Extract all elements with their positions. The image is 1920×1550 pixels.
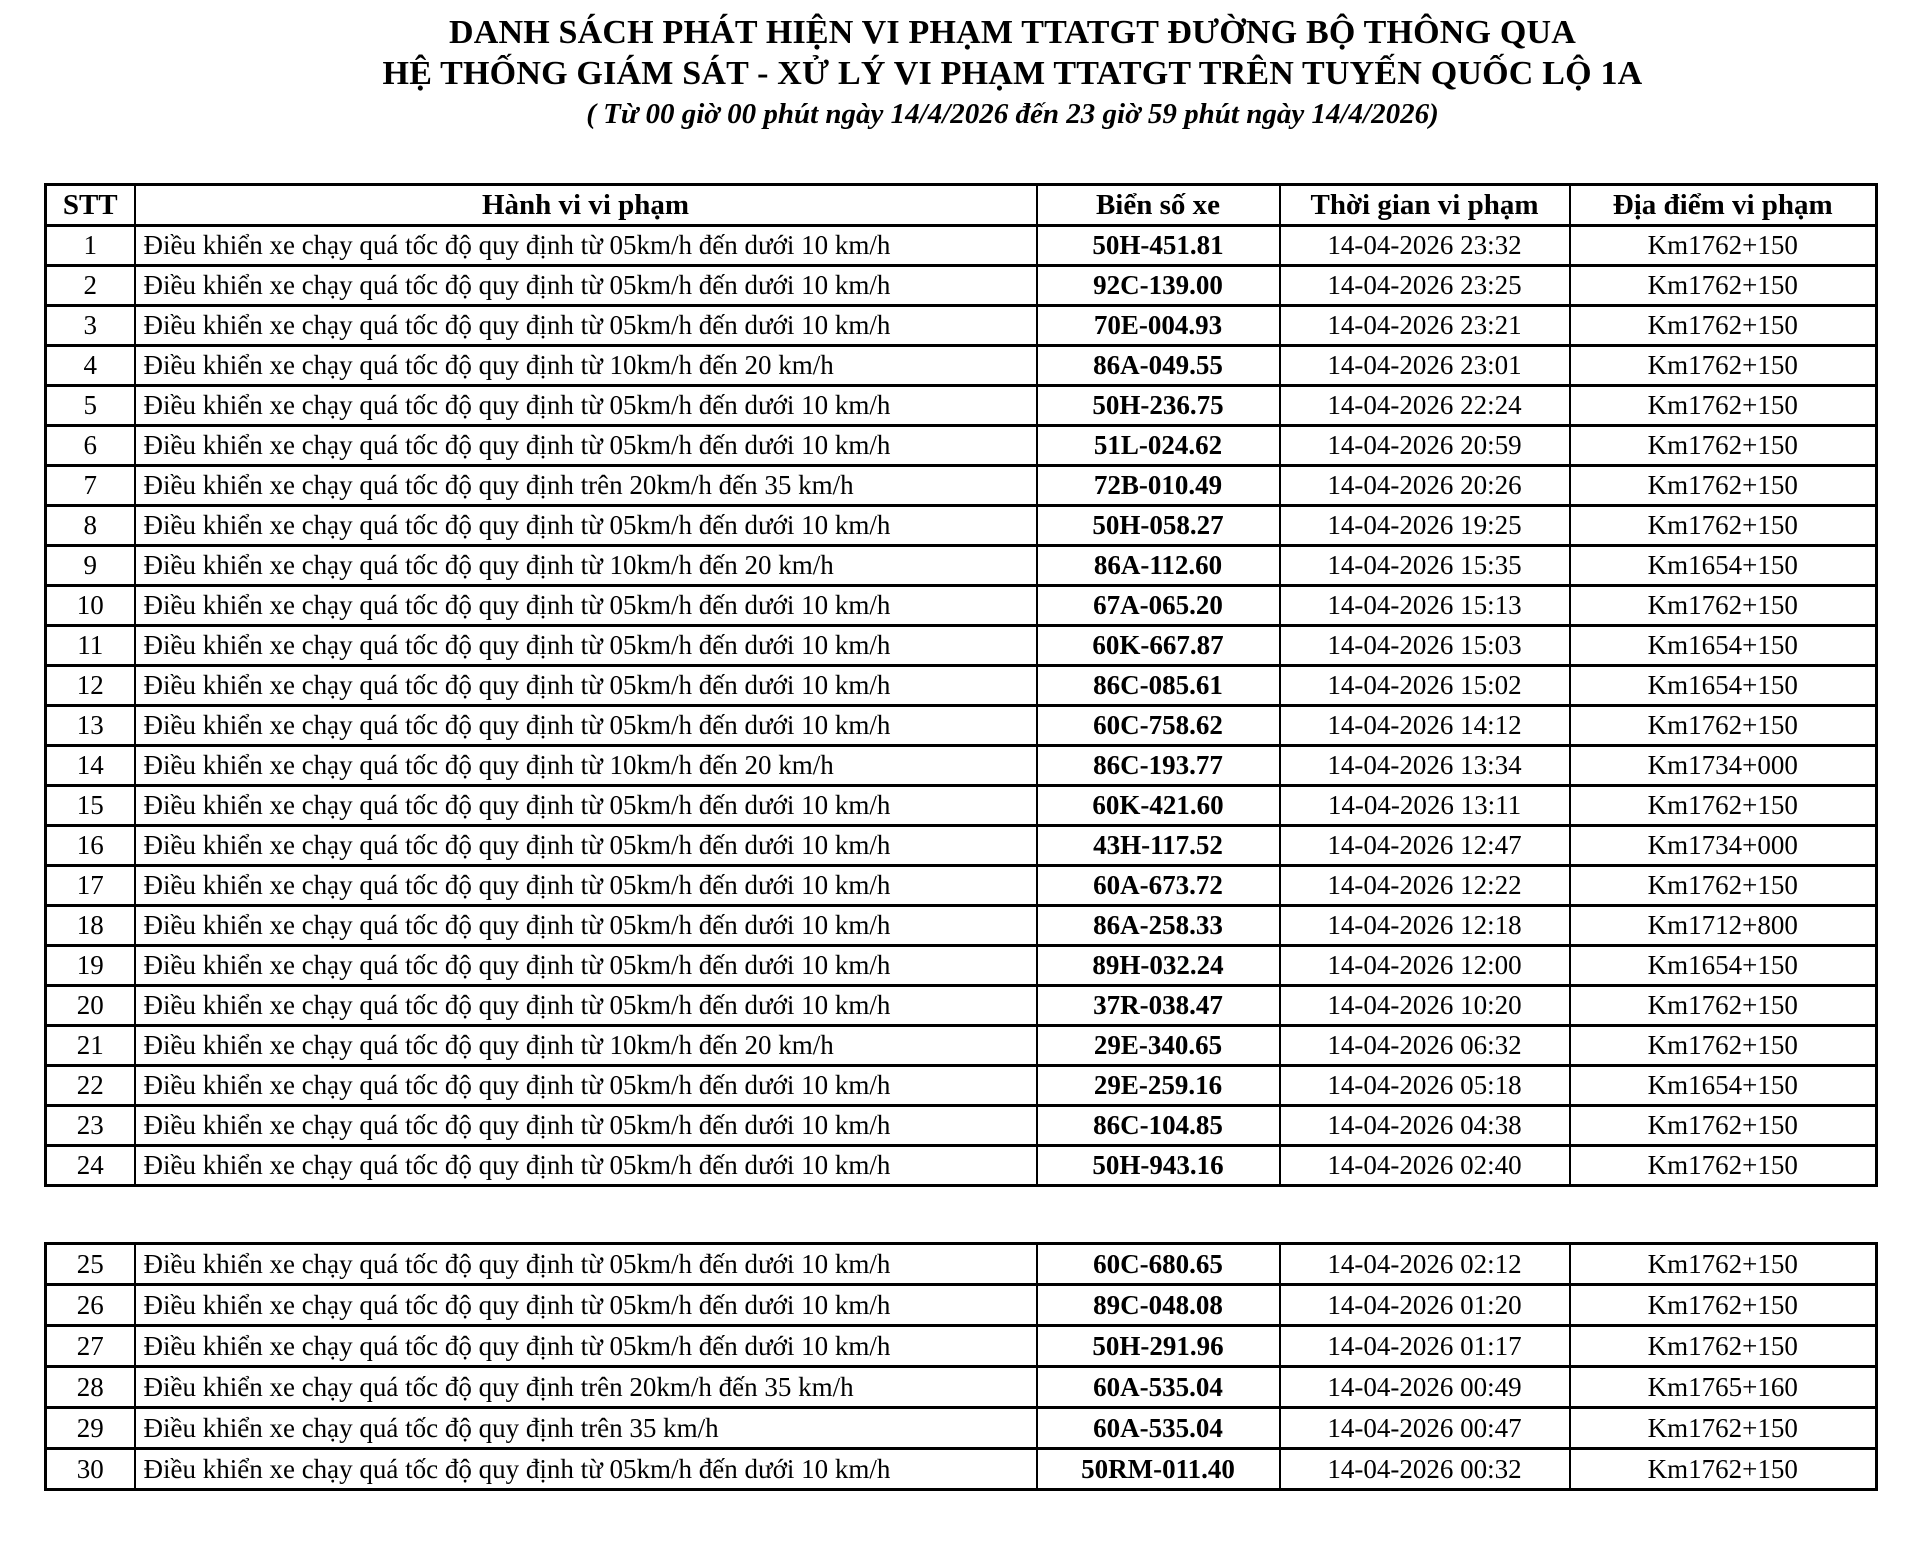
row-number: 5 bbox=[46, 386, 135, 426]
violation-text: Điều khiển xe chạy quá tốc độ quy định từ 05km/h đến dưới 10 km/h bbox=[135, 906, 1037, 946]
row-number: 14 bbox=[46, 746, 135, 786]
table-row bbox=[46, 546, 1877, 586]
violation-text: Điều khiển xe chạy quá tốc độ quy định từ 05km/h đến dưới 10 km/h bbox=[135, 1244, 1037, 1285]
header-time: Thời gian vi phạm bbox=[1280, 185, 1570, 226]
license-plate: 50H-058.27 bbox=[1037, 506, 1280, 546]
license-plate: 89H-032.24 bbox=[1037, 946, 1280, 986]
license-plate: 60A-673.72 bbox=[1037, 866, 1280, 906]
violation-text: Điều khiển xe chạy quá tốc độ quy định từ 10km/h đến 20 km/h bbox=[135, 546, 1037, 586]
violation-time: 14-04-2026 15:02 bbox=[1280, 666, 1570, 706]
violation-location: Km1762+150 bbox=[1570, 1244, 1877, 1285]
table-row bbox=[46, 1026, 1877, 1066]
row-number: 2 bbox=[46, 266, 135, 306]
violation-text: Điều khiển xe chạy quá tốc độ quy định từ 05km/h đến dưới 10 km/h bbox=[135, 666, 1037, 706]
violation-time: 14-04-2026 06:32 bbox=[1280, 1026, 1570, 1066]
table-row bbox=[46, 1146, 1877, 1186]
row-number: 7 bbox=[46, 466, 135, 506]
violation-text: Điều khiển xe chạy quá tốc độ quy định từ 05km/h đến dưới 10 km/h bbox=[135, 826, 1037, 866]
violation-location: Km1762+150 bbox=[1570, 706, 1877, 746]
license-plate: 60A-535.04 bbox=[1037, 1367, 1280, 1408]
row-number: 23 bbox=[46, 1106, 135, 1146]
violation-location: Km1654+150 bbox=[1570, 666, 1877, 706]
violation-text: Điều khiển xe chạy quá tốc độ quy định từ 05km/h đến dưới 10 km/h bbox=[135, 1285, 1037, 1326]
violation-time: 14-04-2026 01:20 bbox=[1280, 1285, 1570, 1326]
license-plate: 86A-258.33 bbox=[1037, 906, 1280, 946]
row-number: 29 bbox=[46, 1408, 135, 1449]
table-row bbox=[46, 746, 1877, 786]
row-number: 1 bbox=[46, 226, 135, 266]
table-row bbox=[46, 586, 1877, 626]
violation-time: 14-04-2026 13:11 bbox=[1280, 786, 1570, 826]
violation-time: 14-04-2026 23:32 bbox=[1280, 226, 1570, 266]
table-row bbox=[46, 426, 1877, 466]
license-plate: 50RM-011.40 bbox=[1037, 1449, 1280, 1490]
violation-time: 14-04-2026 23:21 bbox=[1280, 306, 1570, 346]
violation-location: Km1762+150 bbox=[1570, 306, 1877, 346]
violations-table-page-1 bbox=[44, 183, 1878, 1187]
violation-time: 14-04-2026 20:59 bbox=[1280, 426, 1570, 466]
header-plate: Biển số xe bbox=[1037, 185, 1280, 226]
header-stt: STT bbox=[46, 185, 135, 226]
license-plate: 51L-024.62 bbox=[1037, 426, 1280, 466]
license-plate: 86A-049.55 bbox=[1037, 346, 1280, 386]
violation-time: 14-04-2026 04:38 bbox=[1280, 1106, 1570, 1146]
table-row bbox=[46, 1285, 1877, 1326]
violation-location: Km1762+150 bbox=[1570, 226, 1877, 266]
violation-text: Điều khiển xe chạy quá tốc độ quy định từ 05km/h đến dưới 10 km/h bbox=[135, 866, 1037, 906]
violation-text: Điều khiển xe chạy quá tốc độ quy định từ 05km/h đến dưới 10 km/h bbox=[135, 1066, 1037, 1106]
header-violation: Hành vi vi phạm bbox=[135, 185, 1037, 226]
table-row bbox=[46, 666, 1877, 706]
violation-time: 14-04-2026 12:18 bbox=[1280, 906, 1570, 946]
row-number: 16 bbox=[46, 826, 135, 866]
violation-text: Điều khiển xe chạy quá tốc độ quy định từ 05km/h đến dưới 10 km/h bbox=[135, 626, 1037, 666]
table-row bbox=[46, 266, 1877, 306]
table-row bbox=[46, 306, 1877, 346]
table-row bbox=[46, 346, 1877, 386]
row-number: 30 bbox=[46, 1449, 135, 1490]
table-row bbox=[46, 466, 1877, 506]
violation-text: Điều khiển xe chạy quá tốc độ quy định từ 05km/h đến dưới 10 km/h bbox=[135, 946, 1037, 986]
table-row bbox=[46, 1367, 1877, 1408]
violation-time: 14-04-2026 13:34 bbox=[1280, 746, 1570, 786]
violation-location: Km1762+150 bbox=[1570, 1449, 1877, 1490]
table-row bbox=[46, 1106, 1877, 1146]
row-number: 9 bbox=[46, 546, 135, 586]
violation-text: Điều khiển xe chạy quá tốc độ quy định trên 35 km/h bbox=[135, 1408, 1037, 1449]
row-number: 22 bbox=[46, 1066, 135, 1106]
row-number: 6 bbox=[46, 426, 135, 466]
violation-time: 14-04-2026 00:47 bbox=[1280, 1408, 1570, 1449]
license-plate: 86C-085.61 bbox=[1037, 666, 1280, 706]
violation-time: 14-04-2026 12:47 bbox=[1280, 826, 1570, 866]
row-number: 26 bbox=[46, 1285, 135, 1326]
license-plate: 43H-117.52 bbox=[1037, 826, 1280, 866]
row-number: 13 bbox=[46, 706, 135, 746]
violation-location: Km1762+150 bbox=[1570, 346, 1877, 386]
table-row bbox=[46, 906, 1877, 946]
violation-text: Điều khiển xe chạy quá tốc độ quy định từ 05km/h đến dưới 10 km/h bbox=[135, 266, 1037, 306]
license-plate: 89C-048.08 bbox=[1037, 1285, 1280, 1326]
row-number: 28 bbox=[46, 1367, 135, 1408]
license-plate: 60K-421.60 bbox=[1037, 786, 1280, 826]
violation-location: Km1762+150 bbox=[1570, 266, 1877, 306]
violation-time: 14-04-2026 23:25 bbox=[1280, 266, 1570, 306]
violation-text: Điều khiển xe chạy quá tốc độ quy định từ 05km/h đến dưới 10 km/h bbox=[135, 306, 1037, 346]
violation-text: Điều khiển xe chạy quá tốc độ quy định từ 05km/h đến dưới 10 km/h bbox=[135, 1106, 1037, 1146]
row-number: 12 bbox=[46, 666, 135, 706]
violation-time: 14-04-2026 22:24 bbox=[1280, 386, 1570, 426]
license-plate: 60C-680.65 bbox=[1037, 1244, 1280, 1285]
violation-location: Km1734+000 bbox=[1570, 746, 1877, 786]
license-plate: 50H-943.16 bbox=[1037, 1146, 1280, 1186]
violation-location: Km1762+150 bbox=[1570, 1408, 1877, 1449]
row-number: 27 bbox=[46, 1326, 135, 1367]
row-number: 8 bbox=[46, 506, 135, 546]
violation-location: Km1654+150 bbox=[1570, 626, 1877, 666]
violation-text: Điều khiển xe chạy quá tốc độ quy định trên 20km/h đến 35 km/h bbox=[135, 1367, 1037, 1408]
row-number: 20 bbox=[46, 986, 135, 1026]
violation-location: Km1762+150 bbox=[1570, 426, 1877, 466]
table-row bbox=[46, 1449, 1877, 1490]
violations-table-page-2 bbox=[44, 1242, 1878, 1491]
violation-location: Km1762+150 bbox=[1570, 506, 1877, 546]
violation-time: 14-04-2026 15:35 bbox=[1280, 546, 1570, 586]
table-row bbox=[46, 786, 1877, 826]
table-row bbox=[46, 386, 1877, 426]
violation-text: Điều khiển xe chạy quá tốc độ quy định từ 05km/h đến dưới 10 km/h bbox=[135, 986, 1037, 1026]
header-location: Địa điểm vi phạm bbox=[1570, 185, 1877, 226]
violation-location: Km1762+150 bbox=[1570, 866, 1877, 906]
violation-location: Km1762+150 bbox=[1570, 1326, 1877, 1367]
license-plate: 86A-112.60 bbox=[1037, 546, 1280, 586]
row-number: 19 bbox=[46, 946, 135, 986]
violation-text: Điều khiển xe chạy quá tốc độ quy định từ 05km/h đến dưới 10 km/h bbox=[135, 426, 1037, 466]
table-row bbox=[46, 506, 1877, 546]
license-plate: 37R-038.47 bbox=[1037, 986, 1280, 1026]
violation-time: 14-04-2026 05:18 bbox=[1280, 1066, 1570, 1106]
violation-text: Điều khiển xe chạy quá tốc độ quy định từ 05km/h đến dưới 10 km/h bbox=[135, 706, 1037, 746]
row-number: 25 bbox=[46, 1244, 135, 1285]
violation-time: 14-04-2026 00:49 bbox=[1280, 1367, 1570, 1408]
license-plate: 50H-236.75 bbox=[1037, 386, 1280, 426]
row-number: 17 bbox=[46, 866, 135, 906]
row-number: 18 bbox=[46, 906, 135, 946]
violation-text: Điều khiển xe chạy quá tốc độ quy định từ 10km/h đến 20 km/h bbox=[135, 746, 1037, 786]
violation-time: 14-04-2026 23:01 bbox=[1280, 346, 1570, 386]
license-plate: 67A-065.20 bbox=[1037, 586, 1280, 626]
violation-location: Km1762+150 bbox=[1570, 586, 1877, 626]
row-number: 4 bbox=[46, 346, 135, 386]
license-plate: 72B-010.49 bbox=[1037, 466, 1280, 506]
violation-location: Km1762+150 bbox=[1570, 986, 1877, 1026]
violation-text: Điều khiển xe chạy quá tốc độ quy định từ 10km/h đến 20 km/h bbox=[135, 346, 1037, 386]
row-number: 3 bbox=[46, 306, 135, 346]
violation-location: Km1762+150 bbox=[1570, 1026, 1877, 1066]
row-number: 24 bbox=[46, 1146, 135, 1186]
license-plate: 50H-451.81 bbox=[1037, 226, 1280, 266]
violation-text: Điều khiển xe chạy quá tốc độ quy định từ 05km/h đến dưới 10 km/h bbox=[135, 1449, 1037, 1490]
violation-location: Km1765+160 bbox=[1570, 1367, 1877, 1408]
table-row bbox=[46, 1066, 1877, 1106]
table-row bbox=[46, 826, 1877, 866]
violation-location: Km1762+150 bbox=[1570, 1106, 1877, 1146]
violation-time: 14-04-2026 15:13 bbox=[1280, 586, 1570, 626]
violation-time: 14-04-2026 02:40 bbox=[1280, 1146, 1570, 1186]
document-subtitle: ( Từ 00 giờ 00 phút ngày 14/4/2026 đến 23 giờ 59 phút ngày 14/4/2026) bbox=[586, 98, 1439, 130]
row-number: 11 bbox=[46, 626, 135, 666]
violation-time: 14-04-2026 15:03 bbox=[1280, 626, 1570, 666]
license-plate: 29E-259.16 bbox=[1037, 1066, 1280, 1106]
violation-text: Điều khiển xe chạy quá tốc độ quy định từ 05km/h đến dưới 10 km/h bbox=[135, 506, 1037, 546]
row-number: 21 bbox=[46, 1026, 135, 1066]
license-plate: 86C-104.85 bbox=[1037, 1106, 1280, 1146]
table-row bbox=[46, 1244, 1877, 1285]
violation-time: 14-04-2026 10:20 bbox=[1280, 986, 1570, 1026]
license-plate: 92C-139.00 bbox=[1037, 266, 1280, 306]
violation-text: Điều khiển xe chạy quá tốc độ quy định trên 20km/h đến 35 km/h bbox=[135, 466, 1037, 506]
violation-time: 14-04-2026 12:00 bbox=[1280, 946, 1570, 986]
violation-location: Km1762+150 bbox=[1570, 466, 1877, 506]
license-plate: 60C-758.62 bbox=[1037, 706, 1280, 746]
violation-text: Điều khiển xe chạy quá tốc độ quy định từ 05km/h đến dưới 10 km/h bbox=[135, 786, 1037, 826]
license-plate: 60A-535.04 bbox=[1037, 1408, 1280, 1449]
violation-location: Km1762+150 bbox=[1570, 1285, 1877, 1326]
violation-time: 14-04-2026 19:25 bbox=[1280, 506, 1570, 546]
violation-time: 14-04-2026 00:32 bbox=[1280, 1449, 1570, 1490]
violation-text: Điều khiển xe chạy quá tốc độ quy định từ 05km/h đến dưới 10 km/h bbox=[135, 1146, 1037, 1186]
document-title-line1: DANH SÁCH PHÁT HIỆN VI PHẠM TTATGT ĐƯỜNG BỘ THÔNG QUA bbox=[448, 14, 1577, 51]
violation-time: 14-04-2026 14:12 bbox=[1280, 706, 1570, 746]
license-plate: 29E-340.65 bbox=[1037, 1026, 1280, 1066]
violation-location: Km1734+000 bbox=[1570, 826, 1877, 866]
table-row bbox=[46, 706, 1877, 746]
document-title-line2: HỆ THỐNG GIÁM SÁT - XỬ LÝ VI PHẠM TTATGT TRÊN TUYẾN QUỐC LỘ 1A bbox=[382, 55, 1643, 92]
violation-time: 14-04-2026 12:22 bbox=[1280, 866, 1570, 906]
violation-location: Km1654+150 bbox=[1570, 946, 1877, 986]
table-row bbox=[46, 946, 1877, 986]
row-number: 15 bbox=[46, 786, 135, 826]
table-row bbox=[46, 1326, 1877, 1367]
violation-text: Điều khiển xe chạy quá tốc độ quy định từ 05km/h đến dưới 10 km/h bbox=[135, 226, 1037, 266]
license-plate: 86C-193.77 bbox=[1037, 746, 1280, 786]
violation-location: Km1712+800 bbox=[1570, 906, 1877, 946]
violation-time: 14-04-2026 02:12 bbox=[1280, 1244, 1570, 1285]
table-row bbox=[46, 986, 1877, 1026]
violation-time: 14-04-2026 01:17 bbox=[1280, 1326, 1570, 1367]
license-plate: 70E-004.93 bbox=[1037, 306, 1280, 346]
table-row bbox=[46, 1408, 1877, 1449]
table-header-row bbox=[46, 185, 1877, 226]
violation-text: Điều khiển xe chạy quá tốc độ quy định từ 05km/h đến dưới 10 km/h bbox=[135, 1326, 1037, 1367]
violation-location: Km1654+150 bbox=[1570, 546, 1877, 586]
license-plate: 60K-667.87 bbox=[1037, 626, 1280, 666]
violation-time: 14-04-2026 20:26 bbox=[1280, 466, 1570, 506]
violation-location: Km1654+150 bbox=[1570, 1066, 1877, 1106]
violation-text: Điều khiển xe chạy quá tốc độ quy định từ 05km/h đến dưới 10 km/h bbox=[135, 386, 1037, 426]
document-header bbox=[105, 12, 1920, 132]
table-row bbox=[46, 226, 1877, 266]
row-number: 10 bbox=[46, 586, 135, 626]
table-row bbox=[46, 866, 1877, 906]
violation-location: Km1762+150 bbox=[1570, 1146, 1877, 1186]
table-row bbox=[46, 626, 1877, 666]
violation-location: Km1762+150 bbox=[1570, 386, 1877, 426]
violation-text: Điều khiển xe chạy quá tốc độ quy định từ 10km/h đến 20 km/h bbox=[135, 1026, 1037, 1066]
violation-location: Km1762+150 bbox=[1570, 786, 1877, 826]
violation-text: Điều khiển xe chạy quá tốc độ quy định từ 05km/h đến dưới 10 km/h bbox=[135, 586, 1037, 626]
license-plate: 50H-291.96 bbox=[1037, 1326, 1280, 1367]
